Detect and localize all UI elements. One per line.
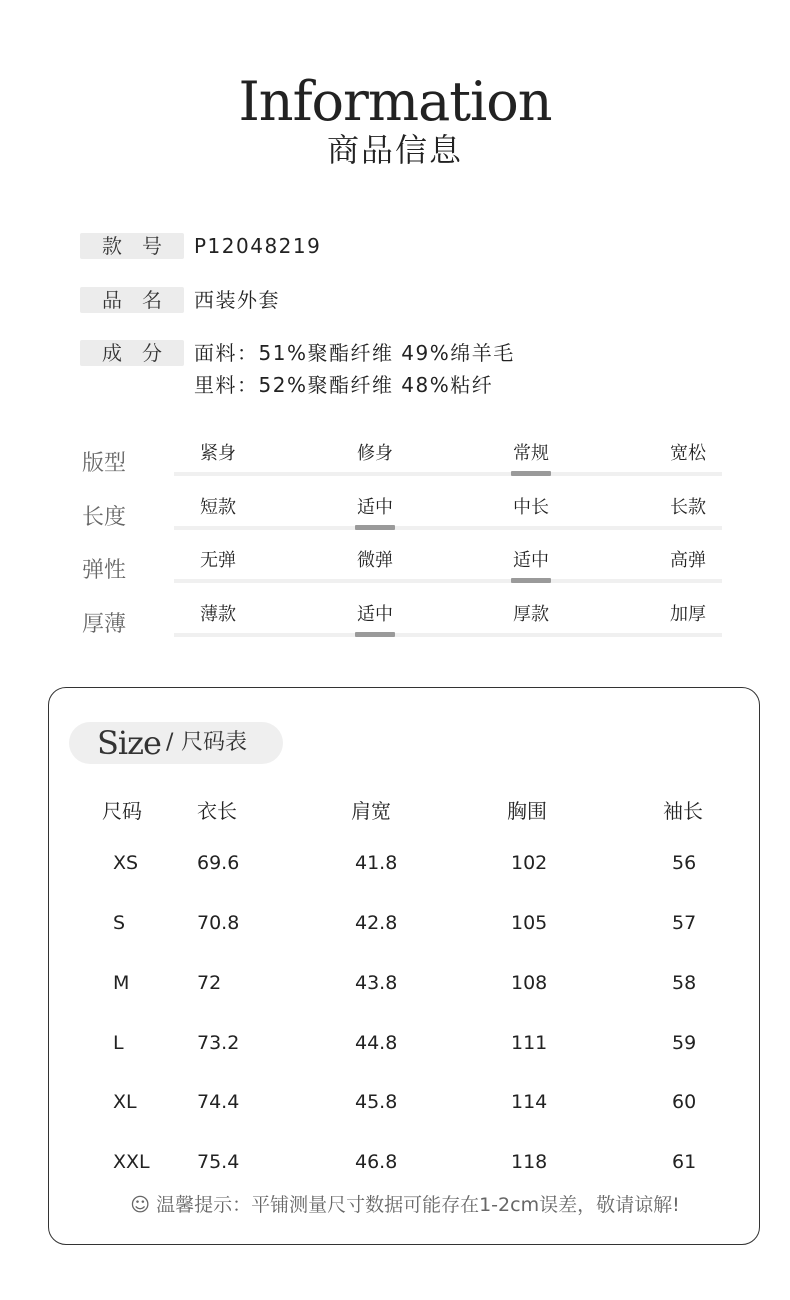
size-header-cell: 尺码	[102, 799, 142, 823]
size-table-cell: 105	[511, 912, 548, 934]
info-title-en: Information	[238, 70, 552, 133]
attribute-row	[82, 496, 722, 536]
size-table-cell: 102	[511, 852, 548, 874]
size-table-cell: 45.8	[355, 1091, 398, 1113]
attribute-track	[174, 579, 722, 583]
attribute-option: 中长	[513, 497, 549, 518]
attribute-option: 微弹	[357, 550, 393, 571]
attribute-name: 长度	[82, 505, 127, 530]
measurement-note: ☺ 温馨提示：平铺测量尺寸数据可能存在1-2cm误差，敬请谅解!	[130, 1194, 680, 1216]
attribute-option-selected: 适中	[345, 496, 405, 520]
size-table-cell: 46.8	[355, 1151, 398, 1173]
size-table-cell: 61	[672, 1151, 697, 1173]
attribute-option: 紧身	[200, 443, 236, 464]
size-table-cell: 111	[511, 1032, 548, 1054]
size-table-cell: 44.8	[355, 1032, 398, 1054]
size-chart	[48, 687, 760, 1245]
size-title-separator: /	[166, 730, 174, 755]
size-table-cell: 42.8	[355, 912, 398, 934]
size-table-cell: XL	[113, 1091, 137, 1113]
size-table-cell: 57	[672, 912, 697, 934]
size-table-cell: 56	[672, 852, 697, 874]
material-shell-value: 面料：51%聚酯纤维 49%绵羊毛	[194, 341, 515, 365]
size-table-cell: XXL	[113, 1151, 150, 1173]
size-header-cell: 袖长	[663, 799, 703, 823]
size-table-cell: M	[113, 972, 130, 994]
attribute-option: 修身	[357, 443, 393, 464]
attribute-option: 薄款	[200, 604, 236, 625]
attribute-track	[174, 633, 722, 637]
size-table-cell: 118	[511, 1151, 548, 1173]
size-table-cell: 58	[672, 972, 697, 994]
size-table-cell: 41.8	[355, 852, 398, 874]
material-lining-value: 里料：52%聚酯纤维 48%粘纤	[194, 373, 494, 397]
attribute-row	[82, 549, 722, 589]
size-table-cell: 75.4	[197, 1151, 240, 1173]
attribute-option: 无弹	[200, 550, 236, 571]
attribute-row	[82, 442, 722, 482]
size-table-cell: 59	[672, 1032, 697, 1054]
info-label: 成 分	[80, 340, 184, 366]
attribute-track	[174, 526, 722, 530]
attribute-row	[82, 603, 722, 643]
size-table-cell: S	[113, 912, 126, 934]
size-chart-title	[69, 722, 283, 764]
attribute-option: 宽松	[670, 443, 706, 464]
selected-marker	[355, 525, 395, 530]
attribute-name: 弹性	[82, 558, 127, 583]
info-title-cn: 商品信息	[326, 131, 463, 169]
size-title-cn: 尺码表	[181, 730, 248, 755]
size-table-cell: 108	[511, 972, 548, 994]
size-table-cell: XS	[113, 852, 139, 874]
selected-marker	[511, 471, 551, 476]
size-header-cell: 肩宽	[351, 799, 391, 823]
size-table-cell: 73.2	[197, 1032, 240, 1054]
size-header-cell: 衣长	[197, 799, 237, 823]
size-title-en: Size	[97, 724, 161, 762]
size-table-cell: 72	[197, 972, 222, 994]
attribute-option: 厚款	[513, 604, 549, 625]
info-label: 款 号	[80, 233, 184, 259]
attribute-name: 厚薄	[82, 612, 127, 637]
product-name-value: 西装外套	[194, 288, 280, 312]
size-header-cell: 胸围	[507, 799, 547, 823]
info-label: 品 名	[80, 287, 184, 313]
style-no-value: P12048219	[194, 234, 322, 258]
size-table-cell: 70.8	[197, 912, 240, 934]
attribute-option: 长款	[670, 497, 706, 518]
selected-marker	[355, 632, 395, 637]
attribute-option-selected: 常规	[501, 442, 561, 466]
size-table-cell: 69.6	[197, 852, 240, 874]
attribute-option: 短款	[200, 497, 236, 518]
size-table-cell: 74.4	[197, 1091, 240, 1113]
size-table-cell: L	[113, 1032, 124, 1054]
attribute-name: 版型	[82, 451, 127, 476]
selected-marker	[511, 578, 551, 583]
attribute-option-selected: 适中	[345, 603, 405, 627]
attribute-option-selected: 适中	[501, 549, 561, 573]
size-table-cell: 43.8	[355, 972, 398, 994]
attribute-track	[174, 472, 722, 476]
size-table-cell: 60	[672, 1091, 697, 1113]
attribute-option: 高弹	[670, 550, 706, 571]
size-table-cell: 114	[511, 1091, 548, 1113]
smile-icon: ☺	[130, 1194, 151, 1216]
attribute-option: 加厚	[670, 604, 706, 625]
